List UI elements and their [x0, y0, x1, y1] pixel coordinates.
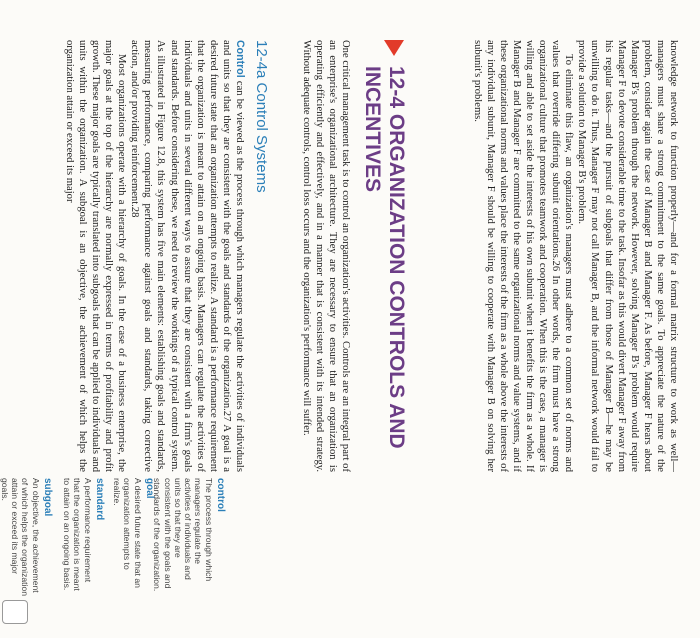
intro-text	[300, 40, 352, 472]
glossary-definition: An objective, the achievement of which helps the organization attain or exceed its major goals.	[0, 478, 41, 597]
paragraph-intro: One critical management task is to control an organization's activities. Controls are an integral part of an enterprise's organizational architecture. They are necessary to ensure that an organization is operating efficiently and effectively, and in a manner that is consistent with its intended strategy. Without adequate controls, control loss occurs and the organization's performance will suffer.	[300, 40, 351, 472]
page-tab-box	[2, 600, 28, 624]
paragraph-culture: To eliminate this flaw, an organization's managers must adhere to a common set of norms and values that override differing subunit orientations.26 In other words, the firm must have a strong organizational culture that promotes teamwork and cooperation. When this is the case, a manager is willing and able to set aside the interests of his own subunit when it benefits the firm as a whole. If Manager B and Manager F are committed to the same organizational norms and value systems, and if these organizational norms and values place the interests of the firm as a whole above the interests of any individual subunit, Manager F should be willing to cooperate with Manager B on solving her subunit's problems.	[471, 40, 575, 472]
glossary-term: control	[215, 478, 226, 512]
section-title	[360, 66, 408, 472]
section-title-text: ORGANIZATION CONTROLS AND INCENTIVES	[361, 66, 408, 449]
paragraph-control	[128, 40, 246, 472]
glossary-entry-subgoal	[0, 478, 52, 598]
body-text-top	[471, 40, 681, 472]
section-number: 12-4	[385, 66, 408, 109]
glossary-definition: A performance requirement that the organization is meant to attain on an ongoing basis.	[62, 478, 93, 591]
paragraph-network: knowledge network to function properly—and for a formal matrix structure to work as well—managers must share a strong commitment to the same goals. To appreciate the nature of the problem, consider again the case of Manager B and Manager F. As before, Manager F hears about Manager B's problem through the network. However, solving Manager B's problem would require Manager F to devote considerable time to the task. Insofar as this would divert Manager F away from his regular tasks—and the pursuit of subgoals that differ from those of Manager B—he may be unwilling to do it. Thus, Manager F may not call Manager B, and the informal network would fail to provide a solution to Manager B's problem.	[576, 40, 679, 472]
glossary-entry-goal	[112, 478, 154, 598]
glossary-term: standard	[94, 478, 105, 521]
key-term-control: Control	[234, 40, 246, 78]
paragraph-control-body: can be viewed as the process through which managers regulate the activities of individuals and units so that they are consistent with the goals and standards of the organization.27 A goal is a desired future state that an organization attempts to realize. A standard is a performance requirement that the organization is meant to attain on an ongoing basis. Managers can regulate the activities of individuals and units in several different ways to assure that they are consistent with a firm's goals and standards. Before considering these, we need to review the workings of a typical control system. As illustrated in Figure 12.8, this system has five main elements: establishing goals and standards, measuring performance, comparing performance against goals and standards, taking corrective action, and/or providing reinforcement.28	[129, 40, 245, 472]
paragraph-hierarchy: Most organizations operate with a hierarchy of goals. In the case of a business enterprise, the major goals at the top of the hierarchy are normally expressed in terms of profitability and profit growth. These major goals are typically translated into subgoals that can be applied to individuals and units within the organization. A subgoal is an objective, the achievement of which helps the organization attain or exceed its major	[63, 40, 128, 472]
glossary-term: subgoal	[42, 478, 53, 517]
glossary-definition: A desired future state that an organization attempts to realize.	[112, 478, 143, 588]
triangle-marker-icon	[384, 40, 404, 56]
control-systems-text	[63, 40, 246, 472]
section-heading	[360, 40, 408, 472]
glossary-term: goal	[144, 478, 155, 499]
glossary-entry-standard	[62, 478, 104, 598]
glossary-definition: The process through which managers regulate the activities of individuals and units so that they are consistent with the goals and standards of the organization.	[152, 478, 214, 592]
glossary-entry-control	[152, 478, 225, 598]
subsection-title: 12-4a Control Systems	[253, 40, 270, 193]
